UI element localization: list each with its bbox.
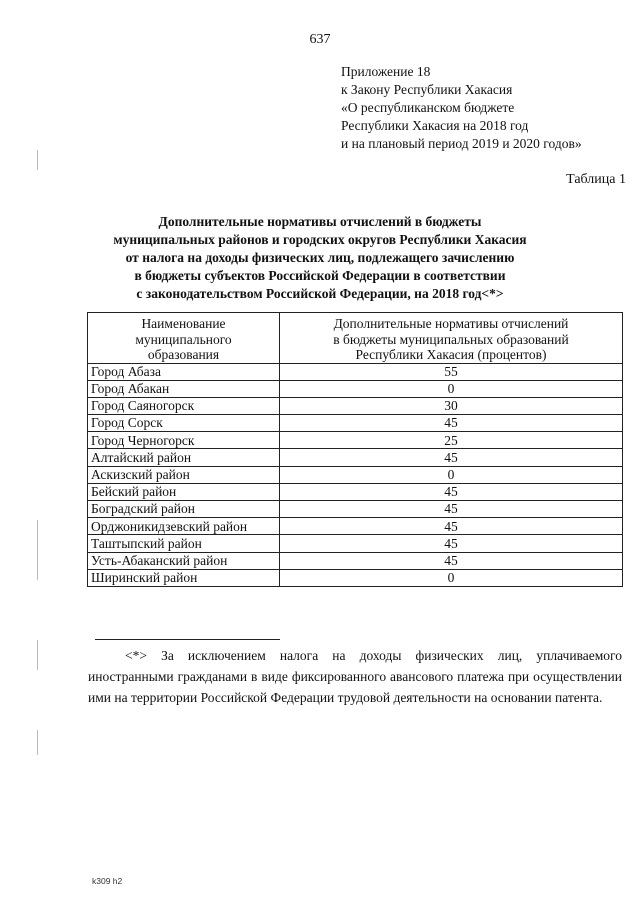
norm-value: 0	[280, 466, 623, 483]
table-row	[88, 552, 623, 569]
municipality-name: Город Абаза	[88, 363, 280, 380]
footnote-separator	[95, 639, 280, 640]
norm-value: 45	[280, 415, 623, 432]
table-row	[88, 397, 623, 414]
table-row	[88, 363, 623, 380]
municipality-name: Город Саяногорск	[88, 397, 280, 414]
municipality-name: Усть-Абаканский район	[88, 552, 280, 569]
appendix-line: к Закону Республики Хакасия	[341, 82, 513, 97]
header-line: в бюджеты муниципальных образований	[333, 331, 569, 347]
norm-value: 45	[280, 518, 623, 535]
municipality-name: Город Сорск	[88, 415, 280, 432]
municipality-name: Город Черногорск	[88, 432, 280, 449]
table-header-row	[88, 313, 623, 364]
municipality-name: Алтайский район	[88, 449, 280, 466]
page-number: 637	[309, 32, 331, 47]
header-line: муниципального	[135, 331, 232, 347]
header-municipality	[88, 313, 280, 364]
appendix-reference	[341, 63, 582, 153]
document-title	[60, 213, 580, 303]
scan-margin-mark	[37, 150, 38, 170]
table-label: Таблица 1	[566, 172, 626, 187]
title-line: муниципальных районов и городских округов Республики Хакасия	[113, 232, 527, 247]
norm-value: 55	[280, 363, 623, 380]
title-line: от налога на доходы физических лиц, подлежащего зачислению	[125, 250, 515, 265]
norm-value: 45	[280, 501, 623, 518]
municipality-name: Бейский район	[88, 483, 280, 500]
table-row	[88, 449, 623, 466]
municipality-name: Орджоникидзевский район	[88, 518, 280, 535]
norm-value: 45	[280, 552, 623, 569]
municipality-name: Ширинский район	[88, 569, 280, 586]
scan-margin-mark	[37, 520, 38, 580]
table-row	[88, 415, 623, 432]
header-line: Республики Хакасия (процентов)	[355, 347, 547, 362]
appendix-line: Приложение 18	[341, 64, 431, 79]
header-line: Дополнительные нормативы отчислений	[333, 316, 569, 331]
table-row	[88, 518, 623, 535]
title-line: Дополнительные нормативы отчислений в бюджеты	[158, 214, 482, 229]
document-code: k309 h2	[92, 876, 123, 886]
norm-value: 0	[280, 380, 623, 397]
footnote: <*> За исключением налога на доходы физических лиц, уплачиваемого иностранными гражданами в виде фиксированного авансового платежа при осуществлении ими на территории Российской Федерации трудовой деятельности на основании патента.	[88, 648, 622, 705]
norm-value: 30	[280, 397, 623, 414]
table-row	[88, 432, 623, 449]
header-line: Наименование	[141, 316, 226, 331]
appendix-line: и на плановый период 2019 и 2020 годов»	[341, 136, 582, 151]
table-row	[88, 466, 623, 483]
appendix-line: Республики Хакасия на 2018 год	[341, 118, 529, 133]
table-row	[88, 569, 623, 586]
table-row	[88, 535, 623, 552]
norm-value: 45	[280, 483, 623, 500]
appendix-line: «О республиканском бюджете	[341, 100, 515, 115]
title-line: в бюджеты субъектов Российской Федерации в соответствии	[134, 268, 506, 283]
norm-value: 45	[280, 535, 623, 552]
municipality-name: Таштыпский район	[88, 535, 280, 552]
scan-margin-mark	[37, 640, 38, 670]
norms-table	[87, 312, 623, 587]
norm-value: 45	[280, 449, 623, 466]
header-norm	[280, 313, 623, 364]
table-row	[88, 483, 623, 500]
norm-value: 0	[280, 569, 623, 586]
municipality-name: Город Абакан	[88, 380, 280, 397]
municipality-name: Аскизский район	[88, 466, 280, 483]
table-row	[88, 380, 623, 397]
header-line: образования	[147, 347, 220, 362]
municipality-name: Боградский район	[88, 501, 280, 518]
title-line: с законодательством Российской Федерации, на 2018 год<*>	[136, 286, 504, 301]
scan-margin-mark	[37, 730, 38, 755]
norm-value: 25	[280, 432, 623, 449]
table-row	[88, 501, 623, 518]
